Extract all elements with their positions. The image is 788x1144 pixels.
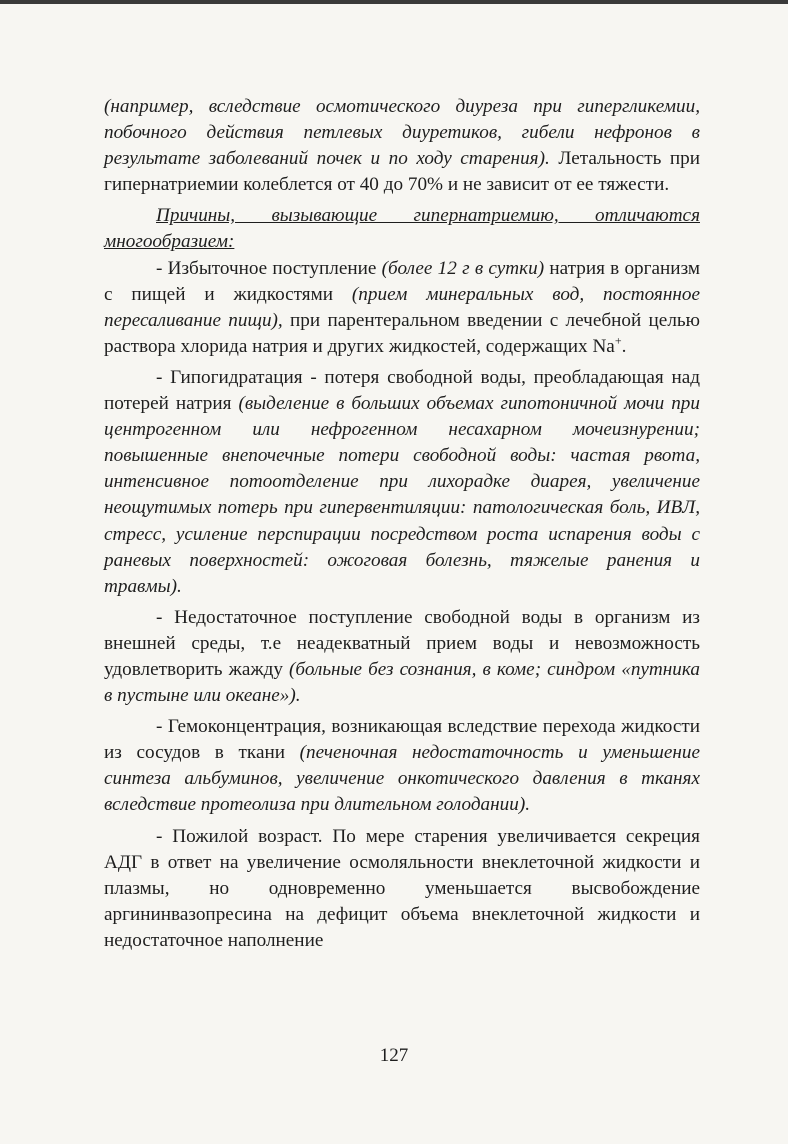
- scan-top-edge: [0, 0, 788, 4]
- cause-hemoconcentration: - Гемоконцентрация, возникающая вследствие перехода жидкости из сосудов в ткани (печеночная недостаточность и уменьшение синтеза альбуминов, увеличение онкотического давления в тканях вследствие протеолиза при длительном голодании).: [104, 716, 700, 816]
- section-heading: Причины, вызывающие гипернатриемию, отличаются многообразием:: [104, 205, 700, 253]
- intro-paragraph: (например, вследствие осмотического диуреза при гипергликемии, побочного действия петлевых диуретиков, гибели нефронов в результате заболеваний почек и по ходу старения). Летальность при гипернатриемии колеблется от 40 до 70% и не зависит от ее тяжести.: [104, 96, 701, 196]
- cause-excess-intake: - Избыточное поступление (более 12 г в сутки) натрия в организм с пищей и жидкостями (прием минеральных вод, постоянное пересаливание пищи), при парентеральном введении с лечебной целью раствора хлорида натрия и других жидкостей, содержащих Na+.: [104, 257, 701, 357]
- cause-old-age: - Пожилой возраст. По мере старения увеличивается секреция АДГ в ответ на увеличение осмоляльности внеклеточной жидкости и плазмы, но одновременно уменьшается высвобождение аргининвазопресина на дефицит объема внеклеточной жидкости и недостаточное наполнение: [104, 825, 700, 951]
- cause-insufficient-water: - Недостаточное поступление свободной воды в организм из внешней среды, т.е неадекватный прием воды и невозможность удовлетворить жажду (больные без сознания, в коме; синдром «путника в пустыне или океане»).: [104, 606, 700, 707]
- body-text: [104, 94, 700, 954]
- cause-hypohydration: - Гипогидратация - потеря свободной воды, преобладающая над потерей натрия (выделение в больших объемах гипотоничной мочи при центрогенном или нефрогенном несахарном мочеизнурении; повышенные внепочечные потери свободной воды: частая рвота, интенсивное потоотделение при лихорадке диарея, увеличение неощутимых потерь при гипервентиляции: патологическая боль, ИВЛ, стресс, усиление перспирации посредством роста испарения воды с раневых поверхностей: ожоговая болезнь, тяжелые ранения и травмы).: [104, 366, 700, 597]
- page-number: 127: [379, 1045, 409, 1066]
